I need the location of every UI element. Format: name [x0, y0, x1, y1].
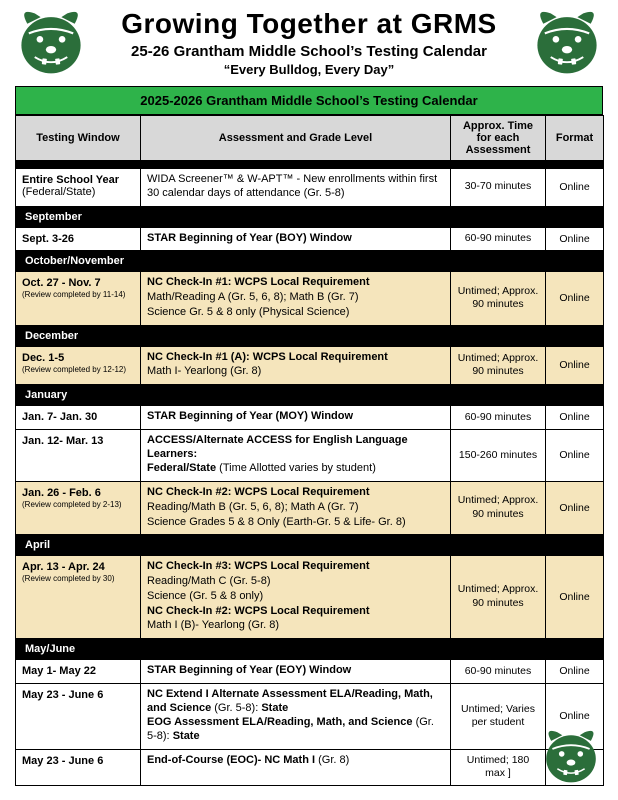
approx-time-cell: Untimed; Approx. 90 minutes: [451, 272, 546, 325]
format-cell: Online: [546, 227, 604, 251]
title-block: [88, 8, 530, 78]
table-row: [16, 556, 604, 639]
month-section-label: December: [16, 325, 604, 346]
testing-window-note: (Review completed by 11-14): [22, 290, 126, 300]
table-row: [16, 227, 604, 251]
format-cell: Online: [546, 482, 604, 535]
calendar-table-body: [16, 161, 604, 786]
month-section-row: [16, 535, 604, 556]
testing-window-cell: [16, 272, 141, 325]
page-subtitle: 25-26 Grantham Middle School’s Testing Calendar: [131, 43, 487, 60]
bulldog-mascot-icon: [530, 6, 604, 80]
testing-window-cell: [16, 406, 141, 430]
assessment-cell: STAR Beginning of Year (MOY) Window: [141, 406, 451, 430]
testing-window-text: Jan. 26 - Feb. 6: [22, 487, 101, 499]
approx-time-cell: 30-70 minutes: [451, 169, 546, 207]
testing-window-text: May 1- May 22: [22, 665, 96, 677]
month-section-row: [16, 206, 604, 227]
approx-time-cell: 150-260 minutes: [451, 429, 546, 481]
testing-calendar-table: [15, 115, 604, 786]
table-row: [16, 406, 604, 430]
approx-time-cell: Untimed; Approx. 90 minutes: [451, 556, 546, 639]
testing-window-text: Oct. 27 - Nov. 7: [22, 277, 101, 290]
month-section-row: [16, 251, 604, 272]
testing-window-note: (Review completed by 12-12): [22, 364, 127, 374]
approx-time-cell: Untimed; 180 max ]: [451, 749, 546, 785]
col-header-testing-window: Testing Window: [16, 116, 141, 161]
testing-window-text: May 23 - June 6: [22, 688, 104, 701]
format-cell: Online: [546, 169, 604, 207]
bulldog-mascot-icon: [540, 726, 602, 788]
table-header-row: [16, 116, 604, 161]
assessment-cell: STAR Beginning of Year (BOY) Window: [141, 227, 451, 251]
assessment-cell: NC Extend I Alternate Assessment ELA/Reading, Math, and Science (Gr. 5-8): State EOG Assessment ELA/Reading, Math, and Science (Gr. 5-8): State: [141, 683, 451, 749]
table-row: [16, 272, 604, 325]
masthead: [0, 0, 618, 80]
approx-time-cell: Untimed; Varies per student: [451, 683, 546, 749]
assessment-cell: STAR Beginning of Year (EOY) Window: [141, 660, 451, 684]
format-cell: Online: [546, 683, 604, 749]
testing-window-note: (Review completed by 2-13): [22, 500, 122, 509]
month-section-label: April: [16, 535, 604, 556]
month-section-label: October/November: [16, 251, 604, 272]
month-section-row: [16, 161, 604, 169]
testing-window-text: Sept. 3-26: [22, 232, 74, 245]
testing-window-cell: [16, 683, 141, 749]
testing-window-cell: [16, 227, 141, 251]
page-title: Growing Together at GRMS: [121, 7, 497, 39]
format-cell: Online: [546, 406, 604, 430]
page-tagline: “Every Bulldog, Every Day”: [223, 62, 395, 78]
table-row: [16, 169, 604, 207]
table-row: [16, 429, 604, 481]
format-cell: Online: [546, 660, 604, 684]
format-cell: Online: [546, 346, 604, 385]
testing-window-cell: [16, 660, 141, 684]
approx-time-cell: 60-90 minutes: [451, 227, 546, 251]
testing-window-cell: [16, 429, 141, 481]
testing-window-text: Jan. 7- Jan. 30: [22, 411, 98, 423]
assessment-cell: WIDA Screener™ & W-APT™ - New enrollments within first 30 calendar days of attendance (Gr. 5-8): [141, 169, 451, 207]
approx-time-cell: Untimed; Approx. 90 minutes: [451, 346, 546, 385]
testing-window-note: (Federal/State): [22, 186, 96, 198]
month-section-row: [16, 639, 604, 660]
month-section-label: May/June: [16, 639, 604, 660]
testing-window-cell: [16, 346, 141, 385]
format-cell: Online: [546, 556, 604, 639]
testing-window-cell: [16, 556, 141, 639]
table-row: [16, 660, 604, 684]
testing-window-text: Entire School Year: [22, 174, 120, 186]
col-header-approx-time: Approx. Time for each Assessment: [451, 116, 546, 161]
format-cell: Online: [546, 429, 604, 481]
testing-window-text: Jan. 12- Mar. 13: [22, 434, 104, 447]
assessment-cell: NC Check-In #1: WCPS Local Requirement Math/Reading A (Gr. 5, 6, 8); Math B (Gr. 7) Science Gr. 5 & 8 only (Physical Science): [141, 272, 451, 325]
month-section-row: [16, 385, 604, 406]
month-section-label: September: [16, 206, 604, 227]
assessment-cell: NC Check-In #1 (A): WCPS Local Requirement Math I- Yearlong (Gr. 8): [141, 346, 451, 385]
table-row: [16, 749, 604, 785]
table-row: [16, 346, 604, 385]
table-row: [16, 482, 604, 535]
month-section-row: [16, 325, 604, 346]
col-header-assessment: Assessment and Grade Level: [141, 116, 451, 161]
approx-time-cell: 60-90 minutes: [451, 406, 546, 430]
table-row: [16, 683, 604, 749]
testing-window-text: May 23 - June 6: [22, 754, 104, 767]
month-section-label: [16, 161, 604, 169]
testing-window-cell: [16, 482, 141, 535]
col-header-format: Format: [546, 116, 604, 161]
bulldog-mascot-icon: [14, 6, 88, 80]
assessment-cell: ACCESS/Alternate ACCESS for English Language Learners: Federal/State (Time Allotted varies by student): [141, 429, 451, 481]
format-cell: Online: [546, 272, 604, 325]
testing-window-note: (Review completed by 30): [22, 574, 115, 584]
testing-window-cell: [16, 749, 141, 785]
assessment-cell: NC Check-In #3: WCPS Local Requirement Reading/Math C (Gr. 5-8) Science (Gr. 5 & 8 only) NC Check-In #2: WCPS Local Requirement Math I (B)- Yearlong (Gr. 8): [141, 556, 451, 639]
testing-window-text: Apr. 13 - Apr. 24: [22, 561, 105, 574]
testing-window-text: Dec. 1-5: [22, 351, 65, 364]
approx-time-cell: 60-90 minutes: [451, 660, 546, 684]
calendar-banner: 2025-2026 Grantham Middle School’s Testing Calendar: [15, 86, 603, 115]
month-section-label: January: [16, 385, 604, 406]
testing-window-cell: [16, 169, 141, 207]
approx-time-cell: Untimed; Approx. 90 minutes: [451, 482, 546, 535]
assessment-cell: End-of-Course (EOC)- NC Math I (Gr. 8): [141, 749, 451, 785]
assessment-cell: NC Check-In #2: WCPS Local Requirement Reading/Math B (Gr. 5, 6, 8); Math A (Gr. 7) Science Grades 5 & 8 Only (Earth-Gr. 5 & Life- Gr. 8): [141, 482, 451, 535]
